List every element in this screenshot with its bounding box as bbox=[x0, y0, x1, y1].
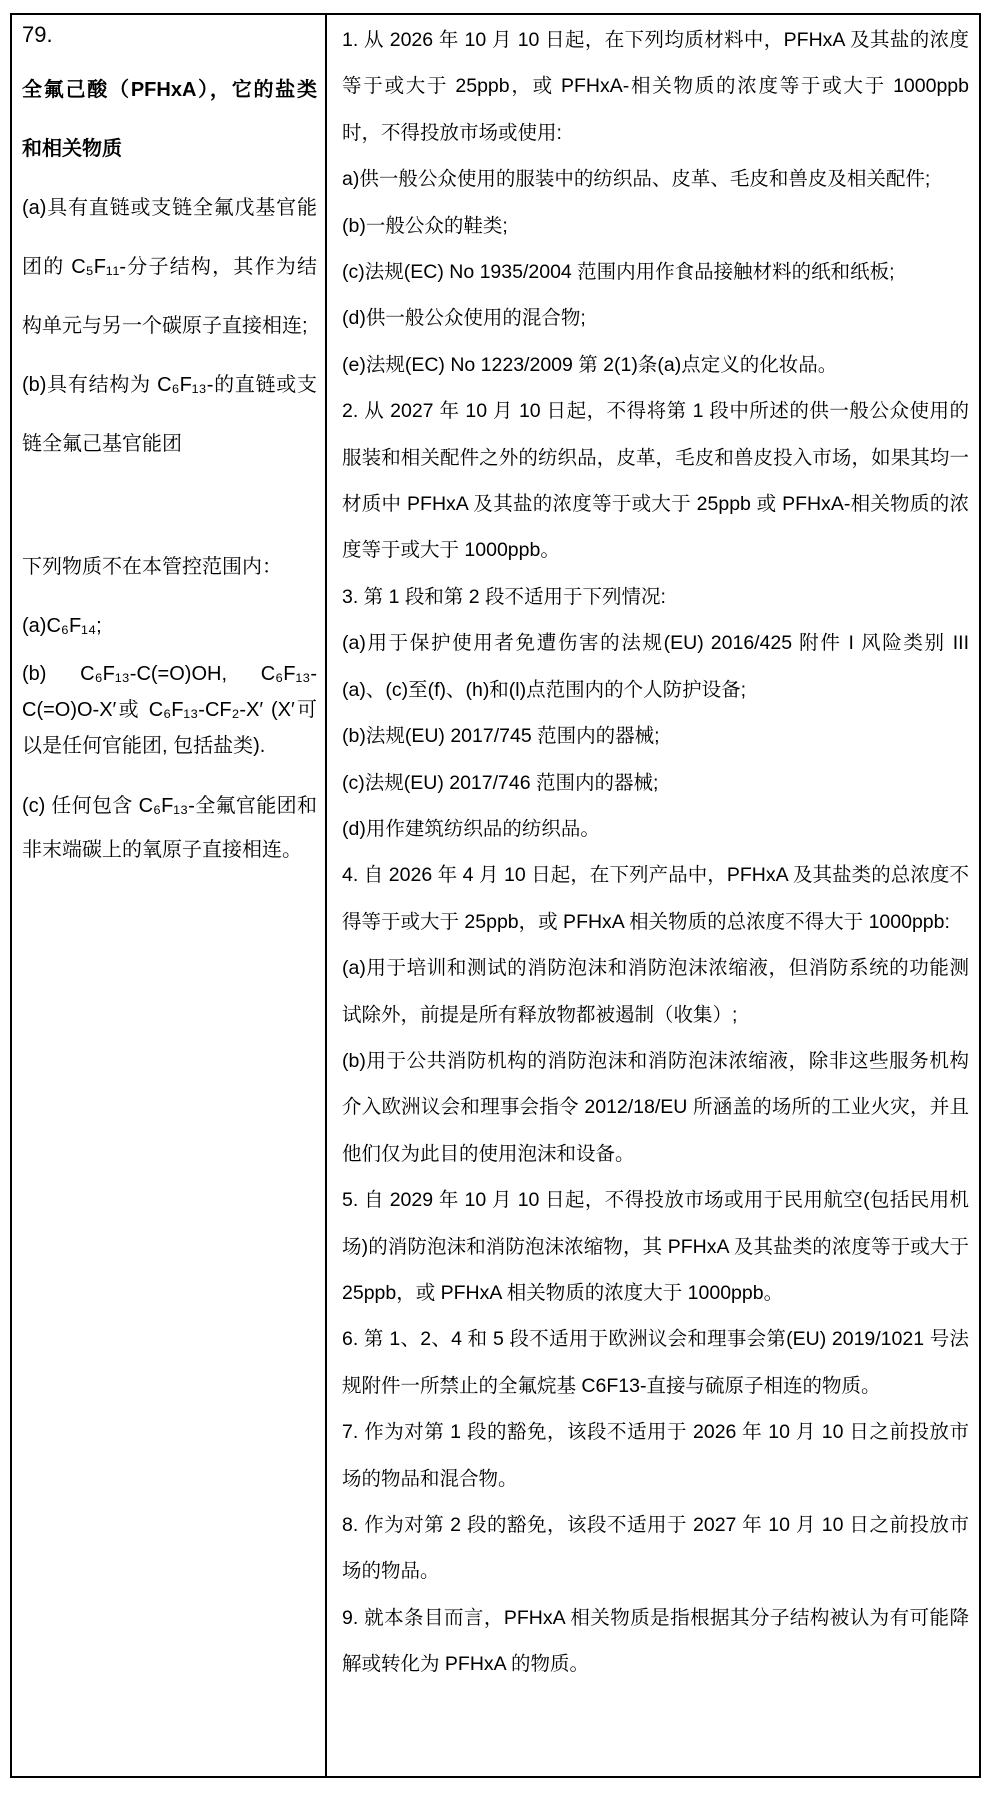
entry-number: 79. bbox=[22, 22, 53, 47]
substance-cell bbox=[11, 14, 326, 1777]
substance-paragraph: (b)具有结构为 C₆F₁₃-的直链或支链全氟己基官能团 bbox=[22, 373, 317, 455]
condition-paragraph: 3. 第 1 段和第 2 段不适用于下列情况: bbox=[342, 585, 666, 608]
restriction-conditions-cell bbox=[326, 14, 980, 1777]
substance-paragraph: 下列物质不在本管控范围内： bbox=[22, 555, 282, 578]
condition-paragraph: 6. 第 1、2、4 和 5 段不适用于欧洲议会和理事会第(EU) 2019/1021 号法规附件一所禁止的全氟烷基 C6F13-直接与硫原子相连的物质。 bbox=[342, 1328, 969, 1397]
condition-paragraph: (c)法规(EU) 2017/746 范围内的器械; bbox=[342, 771, 659, 794]
condition-paragraph: (c)法规(EC) No 1935/2004 范围内用作食品接触材料的纸和纸板; bbox=[342, 261, 895, 284]
substance-paragraph: (b) C₆F₁₃-C(=O)OH, C₆F₁₃-C(=O)O-X′或 C₆F₁₃-CF₂-X′ (X′可以是任何官能团, 包括盐类). bbox=[22, 662, 317, 757]
condition-paragraph: 9. 就本条目而言，PFHxA 相关物质是指根据其分子结构被认为有可能降解或转化为 PFHxA 的物质。 bbox=[342, 1606, 969, 1676]
substance-description bbox=[22, 179, 317, 872]
condition-paragraph: 5. 自 2029 年 10 月 10 日起，不得投放市场或用于民用航空(包括民用机场)的消防泡沫和消防泡沫浓缩物，其 PFHxA 及其盐类的浓度等于或大于 25ppb，或 PFHxA 相关物质的浓度大于 1000ppb。 bbox=[342, 1189, 969, 1304]
substance-paragraph: (a)C₆F₁₄; bbox=[22, 614, 102, 637]
condition-paragraph: 2. 从 2027 年 10 月 10 日起，不得将第 1 段中所述的供一般公众使用的服装和相关配件之外的纺织品，皮革，毛皮和兽皮投入市场，如果其均一材质中 PFHxA 及其盐的浓度等于或大于 25ppb 或 PFHxA-相关物质的浓度等于或大于 1000ppb。 bbox=[342, 400, 969, 562]
condition-paragraph: 1. 从 2026 年 10 月 10 日起，在下列均质材料中，PFHxA 及其盐的浓度等于或大于 25ppb，或 PFHxA-相关物质的浓度等于或大于 1000ppb 时，不得投放市场或使用: bbox=[342, 29, 969, 144]
substance-paragraph: (c) 任何包含 C₆F₁₃-全氟官能团和非末端碳上的氧原子直接相连。 bbox=[22, 794, 317, 861]
condition-paragraph: a)供一般公众使用的服装中的纺织品、皮革、毛皮和兽皮及相关配件; bbox=[342, 168, 931, 191]
condition-paragraph: (d)供一般公众使用的混合物; bbox=[342, 307, 586, 330]
table-row bbox=[11, 14, 980, 1777]
condition-paragraph: 8. 作为对第 2 段的豁免，该段不适用于 2027 年 10 月 10 日之前投放市场的物品。 bbox=[342, 1514, 969, 1583]
restriction-conditions bbox=[342, 17, 969, 1688]
condition-paragraph: (d)用作建筑纺织品的纺织品。 bbox=[342, 817, 600, 840]
substance-paragraph: (a)具有直链或支链全氟戊基官能团的 C₅F₁₁-分子结构，其作为结构单元与另一个碳原子直接相连; bbox=[22, 196, 317, 337]
condition-paragraph: (a)用于培训和测试的消防泡沫和消防泡沫浓缩液，但消防系统的功能测试除外，前提是所有释放物都被遏制（收集）; bbox=[342, 957, 969, 1026]
condition-paragraph: (b)一般公众的鞋类; bbox=[342, 214, 508, 237]
restriction-entry-table bbox=[10, 13, 981, 1778]
condition-paragraph: (b)法规(EU) 2017/745 范围内的器械; bbox=[342, 725, 660, 748]
condition-paragraph: (b)用于公共消防机构的消防泡沫和消防泡沫浓缩液，除非这些服务机构介入欧洲议会和理事会指令 2012/18/EU 所涵盖的场所的工业火灾，并且他们仅为此目的使用泡沫和设备。 bbox=[342, 1049, 969, 1165]
condition-paragraph: 7. 作为对第 1 段的豁免，该段不适用于 2026 年 10 月 10 日之前投放市场的物品和混合物。 bbox=[342, 1421, 969, 1490]
condition-paragraph: (e)法规(EC) No 1223/2009 第 2(1)条(a)点定义的化妆品。 bbox=[342, 353, 838, 376]
condition-paragraph: 4. 自 2026 年 4 月 10 日起，在下列产品中，PFHxA 及其盐类的总浓度不得等于或大于 25ppb，或 PFHxA 相关物质的总浓度不得大于 1000ppb: bbox=[342, 864, 969, 933]
substance-title: 全氟己酸（PFHxA），它的盐类和相关物质 bbox=[22, 78, 317, 160]
condition-paragraph: (a)用于保护使用者免遭伤害的法规(EU) 2016/425 附件 I 风险类别 III (a)、(c)至(f)、(h)和(l)点范围内的个人防护设备; bbox=[342, 632, 969, 701]
